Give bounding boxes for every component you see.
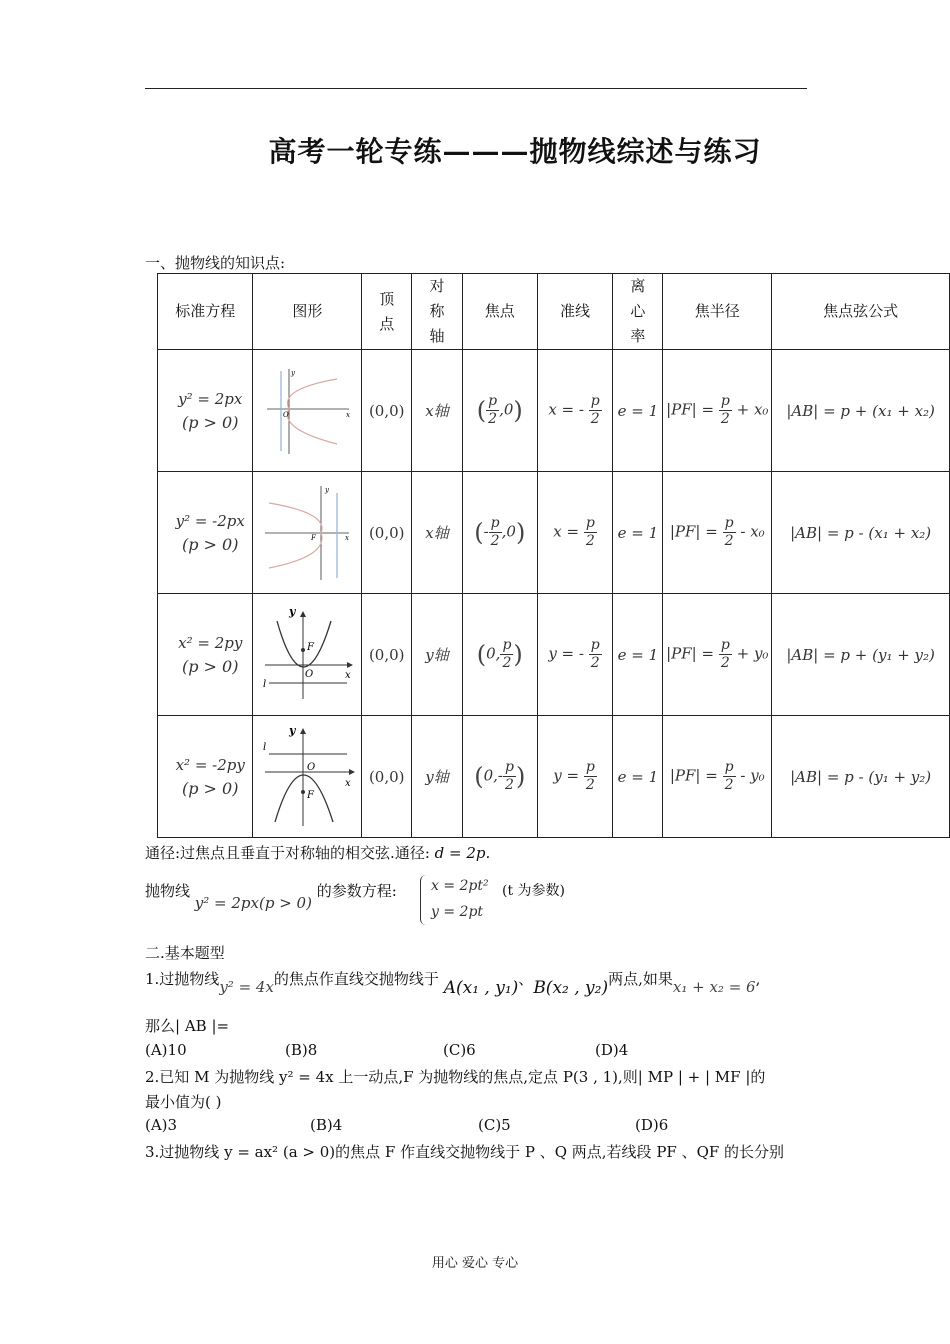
q1-end: , — [755, 970, 761, 988]
chord-formula-cell: |AB| = p + (y₁ + y₂) — [772, 594, 950, 716]
param-x-eq: x = 2pt² — [431, 878, 489, 894]
header-focal-radius: 焦半径 — [663, 274, 772, 350]
q1-sep: 、 — [518, 970, 534, 988]
graph-cell — [253, 350, 362, 472]
graph-cell — [253, 472, 362, 594]
focal-radius-cell: |PF| = $\frac{p}{2}$ - x₀ — [663, 472, 772, 594]
question-2-line2: 最小值为( ) — [145, 1093, 222, 1111]
param-line — [145, 880, 397, 912]
svg-text:O: O — [307, 761, 316, 773]
q1-mid2: 两点,如果 — [608, 970, 673, 988]
q2-option-d[interactable]: (D)6 — [635, 1116, 669, 1134]
standard-equation: y² = -2px (p > 0) — [158, 472, 253, 594]
focus-cell: (- $\frac{p}{2}$ ,0) — [462, 472, 537, 594]
q2-option-c[interactable]: (C)5 — [478, 1116, 511, 1134]
table-row — [158, 716, 950, 838]
q1-option-b[interactable]: (B)8 — [285, 1041, 318, 1059]
focus-cell: ( $\frac{p}{2}$ ,0) — [462, 350, 537, 472]
svg-text:O: O — [283, 410, 290, 419]
svg-text:F: F — [307, 789, 315, 801]
directrix-cell: x = $\frac{p}{2}$ — [537, 472, 613, 594]
header-standard-eq: 标准方程 — [158, 274, 253, 350]
chord-formula-cell: |AB| = p - (y₁ + y₂) — [772, 716, 950, 838]
svg-text:l: l — [263, 741, 267, 753]
vertex-cell: (0,0) — [362, 472, 412, 594]
directrix-cell: x = - $\frac{p}{2}$ — [537, 350, 613, 472]
focus-cell: (0, $\frac{p}{2}$ ) — [462, 594, 537, 716]
param-mid: 的参数方程: — [316, 882, 397, 900]
q1-mid: 的焦点作直线交抛物线于 — [273, 970, 439, 988]
q1-cond: x₁ + x₂ = 6 — [672, 978, 756, 996]
header-vertex: 顶点 — [362, 274, 412, 350]
vertex-cell: (0,0) — [362, 594, 412, 716]
header-graph: 图形 — [253, 274, 362, 350]
svg-text:y: y — [289, 723, 296, 737]
standard-equation: x² = 2py (p > 0) — [158, 594, 253, 716]
question-2-line1: 2.已知 M 为抛物线 y² = 4x 上一动点,F 为抛物线的焦点,定点 P(3 , 1),则| MP | + | MF |的 — [145, 1068, 766, 1086]
parabola-table — [157, 273, 950, 838]
eccentricity-cell: e = 1 — [613, 716, 663, 838]
eccentricity-cell: e = 1 — [613, 472, 663, 594]
header-eccentricity: 离心率 — [613, 274, 663, 350]
param-pre: 抛物线 — [145, 882, 191, 900]
svg-text:O: O — [305, 668, 314, 680]
param-y-eq: y = 2pt — [431, 904, 484, 920]
param-eq: y² = 2px(p > 0) — [194, 894, 312, 912]
eccentricity-cell: e = 1 — [613, 350, 663, 472]
q1-eq: y² = 4x — [219, 978, 274, 996]
svg-text:x: x — [345, 777, 352, 789]
vertex-cell: (0,0) — [362, 350, 412, 472]
standard-equation: x² = -2py (p > 0) — [158, 716, 253, 838]
footer-text: 用心 爱心 专心 — [431, 1256, 519, 1271]
q1-option-a[interactable]: (A)10 — [145, 1041, 187, 1059]
q1-point-a: A(x₁ , y₁) — [443, 978, 519, 998]
question-3-line1: 3.过抛物线 y = ax² (a > 0)的焦点 F 作直线交抛物线于 P 、Q 两点,若线段 PF 、QF 的长分别 — [145, 1143, 785, 1161]
graph-right-opening — [259, 359, 355, 459]
graph-cell — [253, 594, 362, 716]
focal-radius-cell: |PF| = $\frac{p}{2}$ + x₀ — [663, 350, 772, 472]
q2-option-a[interactable]: (A)3 — [145, 1116, 178, 1134]
param-note: (t 为参数) — [502, 883, 565, 899]
section-basic-heading: 二.基本题型 — [145, 944, 225, 962]
svg-text:x: x — [345, 533, 350, 542]
directrix-cell: y = $\frac{p}{2}$ — [537, 716, 613, 838]
svg-text:F: F — [311, 533, 317, 542]
table-row — [158, 472, 950, 594]
svg-text:y: y — [291, 368, 296, 377]
param-brace — [420, 875, 427, 925]
focal-radius-cell: |PF| = $\frac{p}{2}$ - y₀ — [663, 716, 772, 838]
svg-text:F: F — [307, 641, 315, 653]
question-1-line1 — [145, 968, 761, 998]
section-knowledge-heading: 一、抛物线的知识点: — [145, 254, 286, 272]
header-focus: 焦点 — [462, 274, 537, 350]
axis-cell: y轴 — [412, 594, 463, 716]
axis-cell: x轴 — [412, 350, 463, 472]
chord-formula-cell: |AB| = p + (x₁ + x₂) — [772, 350, 950, 472]
graph-left-opening — [259, 478, 355, 584]
chord-formula-cell: |AB| = p - (x₁ + x₂) — [772, 472, 950, 594]
vertex-cell: (0,0) — [362, 716, 412, 838]
table-header-row — [158, 274, 950, 350]
q2-option-b[interactable]: (B)4 — [310, 1116, 343, 1134]
axis-cell: y轴 — [412, 716, 463, 838]
header-rule — [145, 88, 807, 89]
table-row — [158, 594, 950, 716]
eccentricity-cell: e = 1 — [613, 594, 663, 716]
q1-option-d[interactable]: (D)4 — [595, 1041, 629, 1059]
q1-pre: 1.过抛物线 — [145, 970, 220, 988]
focus-cell: (0,- $\frac{p}{2}$ ) — [462, 716, 537, 838]
svg-text:l: l — [263, 678, 267, 690]
svg-text:x: x — [346, 410, 351, 419]
graph-cell — [253, 716, 362, 838]
graph-up-opening — [259, 603, 355, 703]
header-axis: 对称轴 — [412, 274, 463, 350]
svg-text:y: y — [289, 604, 296, 618]
tongjing-line — [145, 842, 490, 863]
header-directrix: 准线 — [537, 274, 613, 350]
focal-radius-cell: |PF| = $\frac{p}{2}$ + y₀ — [663, 594, 772, 716]
header-chord-formula: 焦点弦公式 — [772, 274, 950, 350]
axis-cell: x轴 — [412, 472, 463, 594]
svg-text:y: y — [325, 485, 330, 494]
table-row — [158, 350, 950, 472]
question-1-line2: 那么| AB |= — [145, 1017, 230, 1035]
directrix-cell: y = - $\frac{p}{2}$ — [537, 594, 613, 716]
tongjing-formula: d = 2p. — [434, 844, 491, 862]
q1-option-c[interactable]: (C)6 — [443, 1041, 476, 1059]
q1-point-b: B(x₂ , y₂) — [533, 978, 609, 998]
page-title: 高考一轮专练———抛物线综述与练习 — [268, 135, 762, 168]
graph-down-opening — [259, 722, 355, 828]
tongjing-text: 通径:过焦点且垂直于对称轴的相交弦.通径: — [145, 844, 430, 862]
svg-text:x: x — [345, 669, 352, 681]
standard-equation: y² = 2px (p > 0) — [158, 350, 253, 472]
